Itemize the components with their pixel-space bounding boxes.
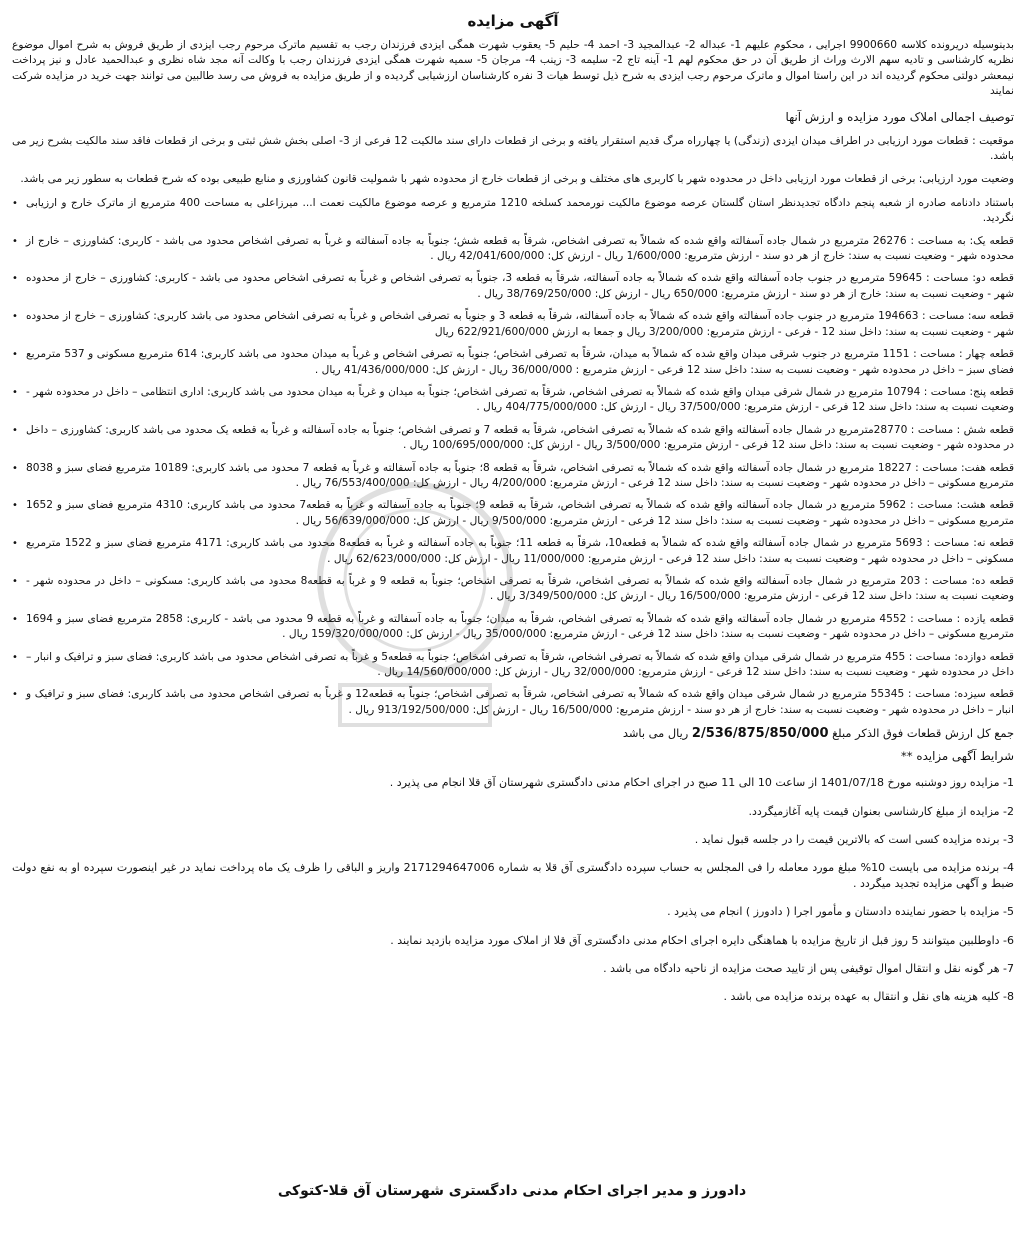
section-heading: توصیف اجمالی املاک مورد مزایده و ارزش آنها [785,109,1014,124]
list-item: • قطعه سه: مساحت : 194663 مترمربع در جنوب جاده آسفالته واقع شده که شمالاً به جاده آسفالته، شرقاً به قطعه 3 و جنوباً به تصرفی اشخاص و غرباً به تصرفی اشخاص محدود می باشد کاربری: کشاورزی – خارج از محدوده شهر - وضعیت نسبت به سند: داخل سند 12 - فرعی - ارزش مترمربع: 3/200/000 ریال و جمعا به ارزش 622/921/600/000 ریال [12,310,1014,338]
list-item: • قطعه دوازده: مساحت : 455 مترمربع در شمال شرقی میدان واقع شده که شمالاً به تصرفی اشخاص، شرقاً به تصرفی اشخاص؛ جنوباً به قطعه5 و غرباً به تصرفی اشخاص محدود می باشد کاربری: فضای سبز و ترافیک و انبار – داخل در محدوده شهر - وضعیت نسبت به سند: داخل سند 12 فرعی - ارزش مترمربع: 32/000/000 ریال - ارزش کل: 14/560/000/000 ریال . [12,650,1014,678]
list-item: • قطعه سیزده: مساحت : 55345 مترمربع در شمال شرقی میدان واقع شده که شمالاً به تصرفی اشخاص، شرقاً به تصرفی اشخاص؛ جنوباً به قطعه12 و غرباً به تصرفی اشخاص محدود می باشد کاربری: فضای سبز و ترافیک و انبار – داخل در محدوده شهر - وضعیت نسبت به سند: خارج از هر دو سند - ارزش مترمربع: 16/500/000 ریال - ارزش کل: 913/192/500/000 ریال . [12,688,1014,716]
bullet-icon: • [12,689,18,701]
list-item: • قطعه شش : مساحت : 28770مترمربع در شمال جاده آسفالته واقع شده که شمالاً به تصرفی اشخاص، شرقاً به قطعه 7 و تصرفی اشخاص؛ جنوباً به جاده آسفالته و غرباً به قطعه یک محدود می باشد کاربری: کشاورزی – داخل در محدوده شهر - وضعیت نسبت به سند: داخل سند 12 فرعی - ارزش مترمربع: 3/500/000 ریال - ارزش کل: 100/695/000/000 ریال . [12,423,1014,452]
notice-title: آگهی مزایده [467,12,559,30]
list-item: • قطعه یک: به مساحت : 26276 مترمربع در شمال جاده آسفالته واقع شده که شمالاً به تصرفی اشخاص، شرقاً به قطعه شش؛ جنوباً به جاده آسفالته و غرباً به تصرفی اشخاص محدود می باشد - کاربری: کشاورزی – خارج از محدوده شهر - وضعیت نسبت به سند: خارج از هر دو سند - ارزش مترمربع: 1/600/000 ریال - ارزش کل: 42/041/600/000 ریال . [12,234,1014,263]
list-item: • قطعه هشت: مساحت : 5962 مترمربع در شمال جاده آسفالته واقع شده که شمالاً به تصرفی اشخاص، شرقاً به قطعه 9؛ جنوباً به جاده آسفالته و غرباً به قطعه7 محدود می باشد کاربری: 4310 مترمربع فضای سبز و 1652 مترمربع مسکونی – داخل در محدوده شهر - وضعیت نسبت به سند: داخل سند 12 فرعی - ارزش مترمربع: 9/500/000 ریال - ارزش کل: 56/639/000/000 ریال . [12,499,1014,527]
list-item: • قطعه هفت: مساحت : 18227 مترمربع در شمال جاده آسفالته واقع شده که شمالاً به تصرفی اشخاص، شرقاً به قطعه 8؛ جنوباً به جاده آسفالته و غرباً به قطعه 7 محدود می باشد کاربری: 10189 مترمربع فضای سبز و 8038 مترمربع مسکونی – داخل در محدوده شهر - وضعیت نسبت به سند: داخل سند 12 فرعی - ارزش مترمربع: 4/200/000 ریال - ارزش کل: 76/553/400/000 ریال . [12,461,1015,489]
list-item: • باستناد دادنامه صادره از شعبه پنجم دادگاه تجدیدنظر استان گلستان عرصه موضوع مالکیت نورمحمد کسلخه 1210 مترمربع و عرصه موضوع مالکیت نعمت ا... میرزاعلی به مساحت 400 مترمربع از ماترک خارج و ارزیابی نگردید. [12,196,1014,225]
bullet-icon: • [12,386,18,398]
list-item: • قطعه پنج: مساحت : 10794 مترمربع در شمال شرقی میدان واقع شده که شمالاً به تصرفی اشخاص، شرقاً به تصرفی اشخاص؛ جنوباً به میدان و غرباً به میدان محدود می باشد کاربری: اداری انتظامی – داخل در محدوده شهر - وضعیت نسبت به سند: داخل سند 12 فرعی - ارزش مترمربع: 37/500/000 ریال - ارزش کل: 404/775/000/000 ریال . [12,385,1014,414]
conditions-heading: شرایط آگهی مزایده ** [900,749,1014,764]
condition-item: 7- هر گونه نقل و انتقال اموال توقیفی پس از تایید صحت مزایده از ناحیه دادگاه می باشد . [603,962,1014,976]
status-paragraph: وضعیت مورد ارزیابی: برخی از قطعات مورد ارزیابی داخل در محدوده شهر با کاربری های مختلف و برخی از قطعات خارج از محدوده شهر با شمولیت قانون کشاورزی و منابع طبیعی بوده که شرح قطعات به سطور زیر می باشد. [20,173,1014,186]
bullet-icon: • [12,424,18,436]
condition-item: 5- مزایده با حضور نماینده دادستان و مأمور اجرا ( دادورز ) انجام می پذیرد . [667,905,1014,919]
condition-item: 2- مزایده از مبلغ کارشناسی بعنوان قیمت پایه آغازمیگردد. [748,804,1014,818]
total-prefix: جمع کل ارزش قطعات فوق الذکر مبلغ [832,726,1014,741]
signature-footer: دادورز و مدیر اجرای احکام مدنی دادگستری شهرستان آق قلا-کتوکی [277,1183,747,1199]
condition-item: 4- برنده مزایده می بایست 10% مبلغ مورد معامله را فی المجلس به حساب سپرده دادگستری آق قلا به شماره 2171294647006 واریز و الباقی را ظرف یک ماه پرداخت نماید در غیر اینصورت سپرده او به نفع دولت ضبط و آگهی مزایده تجدید میگردد . [12,861,1014,890]
location-paragraph: موقعیت : قطعات مورد ارزیابی در اطراف میدان ایزدی (زندگی) یا چهارراه مرگ قدیم استقرار یافته و برخی از قطعات دارای سند مالکیت 12 فرعی از 3- اصلی بخش شش ثبتی و برخی از قطعات فاقد سند مالکیت بشرح زیر می باشد. [12,134,1014,163]
list-item: • قطعه نه: مساحت : 5693 مترمربع در شمال جاده آسفالته واقع شده که شمالاً به قطعه10، شرقاً به قطعه 11؛ جنوباً به جاده آسفالته و غرباً به قطعه8 محدود می باشد کاربری: 4171 مترمربع فضای سبز و 1522 مترمربع مسکونی – داخل در محدوده شهر - وضعیت نسبت به سند: داخل سند 12 فرعی - ارزش مترمربع: 11/000/000 ریال - ارزش کل: 62/623/000/000 ریال . [12,537,1014,565]
bullet-icon: • [12,273,18,285]
total-suffix: ریال می باشد [622,726,689,741]
condition-item: 3- برنده مزایده کسی است که بالاترین قیمت را در جلسه قبول نماید . [694,833,1014,847]
list-item: • قطعه یازده : مساحت : 4552 مترمربع در شمال جاده آسفالته واقع شده که شمالاً به تصرفی اشخاص، شرقاً به میدان؛ جنوباً به جاده آسفالته و غرباً به قطعه 9 محدود می باشد - کاربری: 2858 مترمربع فضای سبز و 1694 مترمربع مسکونی – داخل در محدوده شهر - وضعیت نسبت به سند: داخل سند 12 فرعی - ارزش مترمربع: 35/000/000 ریال - ارزش کل: 159/320/000/000 ریال . [12,612,1015,641]
bullet-icon: • [12,462,18,474]
total-amount: 2/536/875/850/000 [691,726,829,742]
bullet-icon: • [12,613,18,625]
bullet-icon: • [12,311,18,323]
bullet-icon: • [12,651,18,663]
bullet-icon: • [12,575,18,587]
bullet-icon: • [12,349,18,361]
condition-item: 8- کلیه هزینه های نقل و انتقال به عهده برنده مزایده می باشد . [723,990,1014,1004]
condition-item: 6- داوطلبین میتوانند 5 روز قبل از تاریخ مزایده با هماهنگی دایره اجرای احکام مدنی دادگستری آق قلا از املاک مورد مزایده بازدید نمایند . [390,933,1014,947]
list-item: • قطعه چهار : مساحت : 1151 مترمربع در جنوب شرقی میدان واقع شده که شمالاً به میدان، شرقاً به تصرفی اشخاص؛ جنوباً به تصرفی اشخاص و غرباً به میدان محدود می باشد کاربری: 614 مترمربع مسکونی و 537 مترمربع فضای سبز – داخل در محدوده شهر - وضعیت نسبت به سند: داخل سند 12 فرعی - ارزش مترمربع : 36/000/000 ریال - ارزش کل: 41/436/000/000 ریال . [12,348,1014,376]
condition-item: 1- مزایده روز دوشنبه مورخ 1401/07/18 از ساعت 10 الی 11 صبح در اجرای احکام مدنی دادگستری شهرستان آق قلا انجام می پذیرد . [389,776,1014,790]
bullet-icon: • [12,235,18,247]
list-item: • قطعه ده: مساحت : 203 مترمربع در شمال جاده آسفالته واقع شده که شمالاً به تصرفی اشخاص، شرقاً به تصرفی اشخاص؛ جنوباً به قطعه 9 و غرباً به قطعه8 محدود می باشد کاربری: مسکونی – داخل در محدوده شهر - وضعیت نسبت به سند: داخل سند 12 فرعی - ارزش مترمربع: 16/500/000 ریال - ارزش کل: 3/349/500/000 ریال . [12,574,1014,603]
bullet-icon: • [12,500,18,512]
total-value-line [12,726,1014,741]
parcel-list [12,196,1014,718]
intro-paragraph: بدینوسیله دریرونده کلاسه 9900660 اجرایی ، محکوم علیهم 1- عبداله 2- عبدالمجید 3- احمد 4- حلیم 5- یعقوب شهرت همگی ایزدی فرزندان رجب به تقسیم ماترک مرحوم رجب ایزدی از طریق فروش به شرح اموال موضوع نظریه کارشناسی و تادیه سهم الارث وراث از طریق آن در حق محکوم لهم 1- آینه تاج 2- سلیمه 3- زینب 4- مرجان 5- سمیه شهرت همگی ایزدی فرزندان رجب با وکالت آنه مجد شاه نظری و عبدالحمید عادل و نیز پرداخت نیمعشر دولتی محکوم گردیده اند در این راستا اموال و ماترک مرحوم رجب ایزدی به شرح ذیل توسط هیات 3 نفره کارشناسان ارزشیابی گردیده و از طریق مزایده به فروش می رسد طالبین می توانند جهت خرید در مزایده شرکت نمایند [12,39,1014,98]
bullet-icon: • [12,197,18,209]
bullet-icon: • [12,538,18,550]
list-item: • قطعه دو: مساحت : 59645 مترمربع در جنوب جاده آسفالته واقع شده که شمالاً به جاده آسفالته، شرقاً به قطعه 3، جنوباً به تصرفی اشخاص و غرباً به تصرفی اشخاص محدود می باشد - کاربری: کشاورزی – خارج از محدوده شهر - وضعیت نسبت به سند: خارج از هر دو سند - ارزش مترمربع: 650/000 ریال - ارزش کل: 38/769/250/000 ریال . [12,272,1014,300]
